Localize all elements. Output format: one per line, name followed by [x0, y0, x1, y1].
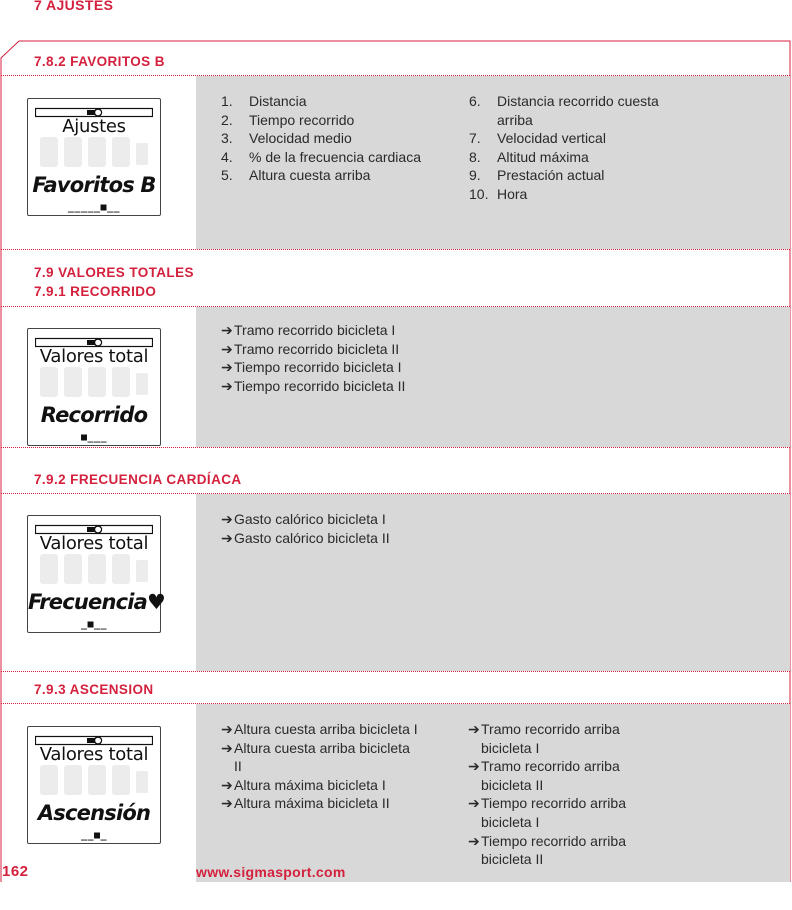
list-item	[221, 321, 551, 340]
list-item	[221, 776, 421, 795]
arrow-icon: ➔	[221, 377, 233, 394]
arrow-icon: ➔	[221, 721, 233, 737]
list-item	[221, 129, 453, 148]
list-column	[221, 720, 421, 813]
arrow-icon: ➔	[221, 795, 233, 812]
list-item	[221, 377, 551, 396]
list-item	[221, 529, 551, 548]
item-text: Altura máxima bicicleta II	[234, 795, 390, 812]
display-menu-label: Ascensión	[37, 801, 151, 825]
ghost-digits-icon	[38, 363, 152, 401]
arrow-icon: ➔	[468, 758, 480, 775]
device-display	[27, 98, 161, 216]
list-item	[221, 720, 421, 739]
item-number: 6.	[469, 93, 481, 109]
list-item	[221, 166, 453, 185]
item-number: 10.	[469, 185, 489, 202]
item-number: 1.	[221, 93, 233, 109]
item-text: Distancia	[249, 93, 307, 109]
item-text: Tiempo recorrido bicicleta II	[234, 377, 406, 394]
item-number: 3.	[221, 130, 233, 147]
section-heading: 7.9.2 FRECUENCIA CARDÍACA	[34, 472, 242, 487]
item-text: Distancia recorrido cuesta arriba	[497, 93, 659, 128]
section-title	[34, 263, 194, 301]
item-text: Tiempo recorrido arriba bicicleta II	[481, 832, 626, 868]
arrow-icon: ➔	[468, 721, 480, 737]
section-heading: 7.9 VALORES TOTALES	[34, 265, 194, 280]
arrow-icon: ➔	[221, 776, 233, 793]
display-position-indicator: __■_	[80, 830, 108, 841]
item-text: Prestación actual	[497, 167, 605, 184]
list-item	[221, 794, 421, 813]
arrow-icon: ➔	[221, 511, 233, 527]
device-display	[27, 515, 166, 633]
dotted-divider	[1, 447, 790, 448]
website-url[interactable]: www.sigmasport.com	[196, 864, 346, 880]
display-menu-label: Recorrido	[40, 403, 148, 427]
section-title	[34, 680, 154, 699]
list-item	[221, 358, 551, 377]
display-menu-label: Favoritos B	[32, 173, 156, 197]
ghost-digits-icon	[38, 761, 152, 799]
list-column	[468, 720, 658, 869]
device-display	[27, 328, 161, 446]
item-number: 7.	[469, 130, 481, 147]
item-text: Velocidad medio	[249, 130, 352, 147]
arrow-icon: ➔	[221, 739, 233, 756]
section-heading: 7.9.3 ASCENSION	[34, 682, 154, 697]
item-number: 8.	[469, 148, 481, 165]
device-display	[27, 726, 161, 844]
dotted-divider	[1, 671, 790, 672]
arrow-icon: ➔	[221, 340, 233, 357]
item-text: Tramo recorrido bicicleta I	[234, 322, 396, 338]
list-item	[469, 185, 689, 204]
display-header: Ajustes	[62, 116, 126, 137]
section-title	[34, 470, 242, 489]
display-position-indicator: ■___	[80, 432, 108, 443]
list-item	[221, 92, 453, 111]
list-item	[469, 166, 689, 185]
list-column	[221, 92, 453, 185]
arrow-icon: ➔	[468, 795, 480, 812]
list-column	[221, 321, 551, 395]
item-text: Altitud máxima	[497, 148, 589, 165]
display-position-indicator: _■__	[80, 619, 108, 630]
arrow-icon: ➔	[468, 832, 480, 849]
ghost-digits-icon	[38, 550, 152, 588]
display-header: Valores total	[39, 744, 149, 765]
chapter-title: 7 AJUSTES	[34, 0, 114, 13]
arrow-icon: ➔	[221, 359, 233, 376]
list-item	[221, 340, 551, 359]
list-item	[468, 720, 658, 757]
item-text: Tiempo recorrido	[249, 111, 355, 128]
display-position-indicator: _____■__	[67, 202, 121, 213]
item-text: Hora	[497, 185, 528, 202]
item-text: Gasto calórico bicicleta II	[234, 529, 390, 546]
item-text: Tramo recorrido arriba bicicleta II	[481, 758, 620, 793]
section-heading: 7.8.2 FAVORITOS B	[34, 54, 165, 69]
item-text: Altura cuesta arriba bicicleta II	[234, 739, 410, 775]
item-text: Altura cuesta arriba bicicleta I	[234, 721, 418, 737]
list-item	[469, 148, 689, 167]
list-item	[468, 794, 658, 831]
list-item	[468, 757, 658, 794]
list-column	[221, 510, 551, 547]
item-text: Tramo recorrido bicicleta II	[234, 340, 400, 357]
section-heading: 7.9.1 RECORRIDO	[34, 284, 157, 299]
item-text: Altura cuesta arriba	[249, 167, 371, 184]
item-text: Tramo recorrido arriba bicicleta I	[481, 721, 620, 756]
list-item	[221, 739, 421, 776]
list-item	[221, 510, 551, 529]
ghost-digits-icon	[38, 133, 152, 171]
section-title	[34, 52, 165, 71]
item-text: Altura máxima bicicleta I	[234, 776, 386, 793]
item-number: 2.	[221, 111, 233, 128]
item-number: 5.	[221, 167, 233, 184]
arrow-icon: ➔	[221, 322, 233, 338]
arrow-icon: ➔	[221, 529, 233, 546]
list-item	[221, 111, 453, 130]
item-text: Tiempo recorrido arriba bicicleta I	[481, 795, 626, 830]
display-header: Valores total	[39, 346, 149, 367]
list-item	[468, 832, 658, 869]
item-number: 4.	[221, 148, 233, 165]
display-header: Valores total	[39, 533, 149, 554]
item-text: Gasto calórico bicicleta I	[234, 511, 386, 527]
item-text: Tiempo recorrido bicicleta I	[234, 359, 402, 376]
item-text: Velocidad vertical	[497, 130, 606, 147]
list-item	[221, 148, 453, 167]
list-item	[469, 129, 689, 148]
dotted-divider	[1, 249, 790, 250]
page-number: 162	[2, 863, 29, 880]
item-text: % de la frecuencia cardiaca	[249, 148, 421, 165]
list-item	[469, 92, 689, 129]
display-menu-label: Frecuencia♥	[28, 590, 166, 614]
item-number: 9.	[469, 167, 481, 184]
list-column	[469, 92, 689, 204]
